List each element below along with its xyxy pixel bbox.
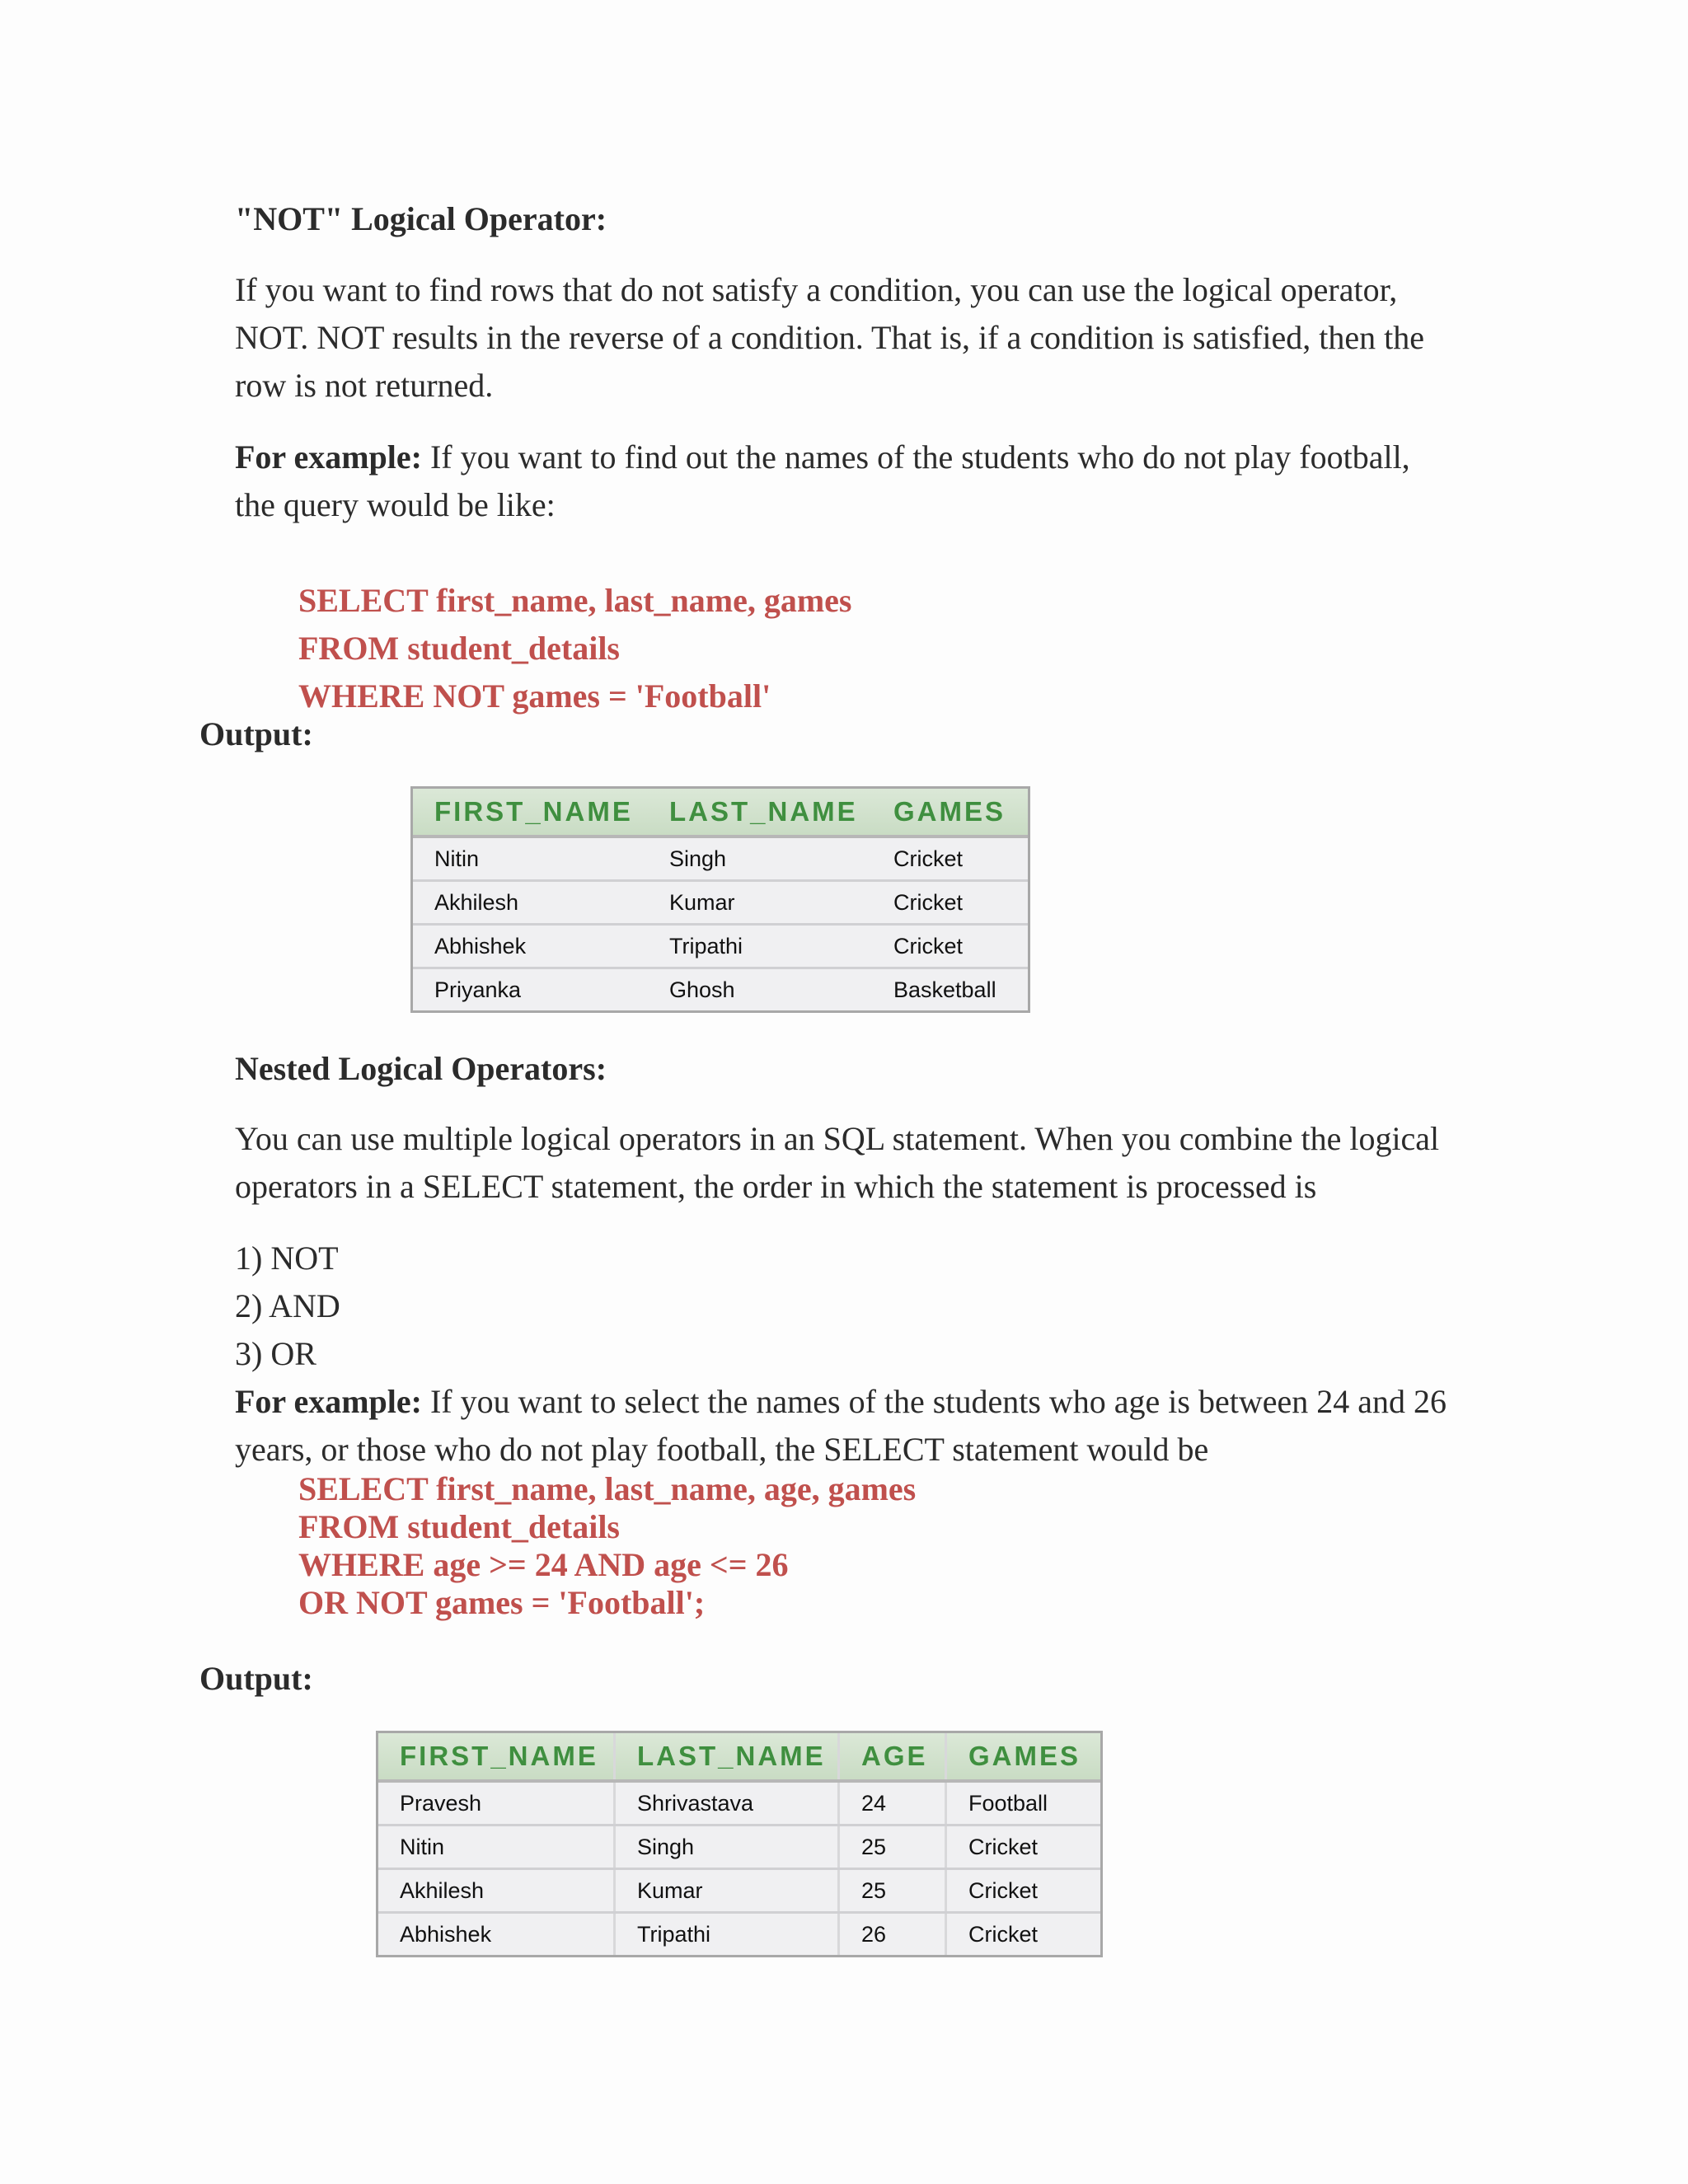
column-header: GAMES [945,1733,1095,1779]
table-cell: Singh [613,1826,837,1868]
description-line: NOT. NOT results in the reverse of a condition. That is, if a condition is satisfied, then the [235,319,1425,356]
example-label: For example: [235,1383,422,1420]
output-label: Output: [199,1660,313,1697]
table-header-row [378,1733,1100,1783]
list-item: 1) NOT [235,1240,339,1277]
example-line: years, or those who do not play football, the SELECT statement would be [235,1431,1209,1468]
table-cell: Priyanka [434,977,522,1002]
column-header: AGE [837,1733,945,1779]
table-cell: Cricket [893,889,964,915]
code-line: OR NOT games = 'Football'; [298,1584,706,1621]
output-table-2 [376,1731,1103,1957]
table-cell: 25 [837,1826,945,1868]
example-line [235,1378,1447,1426]
example-line [235,434,1410,481]
table-cell: Tripathi [669,933,743,958]
table-cell: Shrivastava [613,1783,837,1824]
table-cell: Abhishek [400,1921,492,1947]
column-header: LAST_NAME [669,796,858,827]
table-cell: 26 [837,1914,945,1955]
table-row [378,1870,1100,1914]
description-line: You can use multiple logical operators in an SQL statement. When you combine the logical [235,1120,1440,1157]
example-line: the query would be like: [235,486,556,523]
table-cell: 24 [837,1783,945,1824]
table-row [413,882,1028,926]
not-operator-description [235,266,1424,410]
column-header: LAST_NAME [613,1733,837,1779]
section-heading-nested-operators: Nested Logical Operators: [235,1050,607,1087]
table-cell: Nitin [400,1834,445,1859]
table-cell: Kumar [669,889,735,915]
table-header-row [413,789,1028,838]
table-row [378,1826,1100,1870]
table-cell: Cricket [945,1914,1095,1955]
table-row [378,1783,1100,1826]
code-line: SELECT first_name, last_name, games [298,582,852,619]
table-cell: Cricket [893,933,964,958]
description-line: row is not returned. [235,367,494,404]
code-line: WHERE age >= 24 AND age <= 26 [298,1546,789,1583]
section-heading-not-operator: "NOT" Logical Operator: [235,200,607,237]
table-cell: Abhishek [434,933,527,958]
output-table-1 [410,786,1030,1013]
output-label: Output: [199,715,313,752]
table-row [413,969,1028,1010]
code-line: WHERE NOT games = 'Football' [298,677,771,715]
list-item: 3) OR [235,1335,316,1372]
description-line: If you want to find rows that do not satisfy a condition, you can use the logical operator, [235,271,1398,308]
table-cell: Akhilesh [434,889,519,915]
nested-operators-description [235,1115,1439,1211]
description-line: operators in a SELECT statement, the order in which the statement is processed is [235,1168,1317,1205]
precedence-list [235,1235,340,1378]
table-cell: Ghosh [669,977,735,1002]
code-line: FROM student_details [298,630,620,667]
sql-code-block-2 [298,1470,916,1622]
table-cell: Kumar [613,1870,837,1911]
table-row [413,926,1028,969]
sql-code-block-1 [298,577,851,720]
table-cell: Football [945,1783,1095,1824]
example-text: If you want to select the names of the students who age is between 24 and 26 [421,1383,1447,1420]
table-cell: 25 [837,1870,945,1911]
list-item: 2) AND [235,1287,340,1324]
table-cell: Cricket [945,1870,1095,1911]
code-line: FROM student_details [298,1508,620,1545]
table-cell: Cricket [945,1826,1095,1868]
table-cell: Nitin [434,846,480,871]
column-header: GAMES [893,796,1006,827]
table-cell: Pravesh [400,1790,482,1816]
not-operator-example [235,434,1410,529]
nested-operators-example [235,1378,1447,1474]
table-row [413,838,1028,882]
code-line: SELECT first_name, last_name, age, games [298,1470,917,1507]
table-cell: Basketball [893,977,996,1002]
table-cell: Cricket [893,846,964,871]
example-label: For example: [235,438,422,476]
table-row [378,1914,1100,1955]
column-header: FIRST_NAME [434,796,633,827]
table-cell: Singh [669,846,727,871]
column-header: FIRST_NAME [400,1741,598,1771]
example-text: If you want to find out the names of the students who do not play football, [421,438,1410,476]
table-cell: Akhilesh [400,1877,485,1903]
table-cell: Tripathi [613,1914,837,1955]
